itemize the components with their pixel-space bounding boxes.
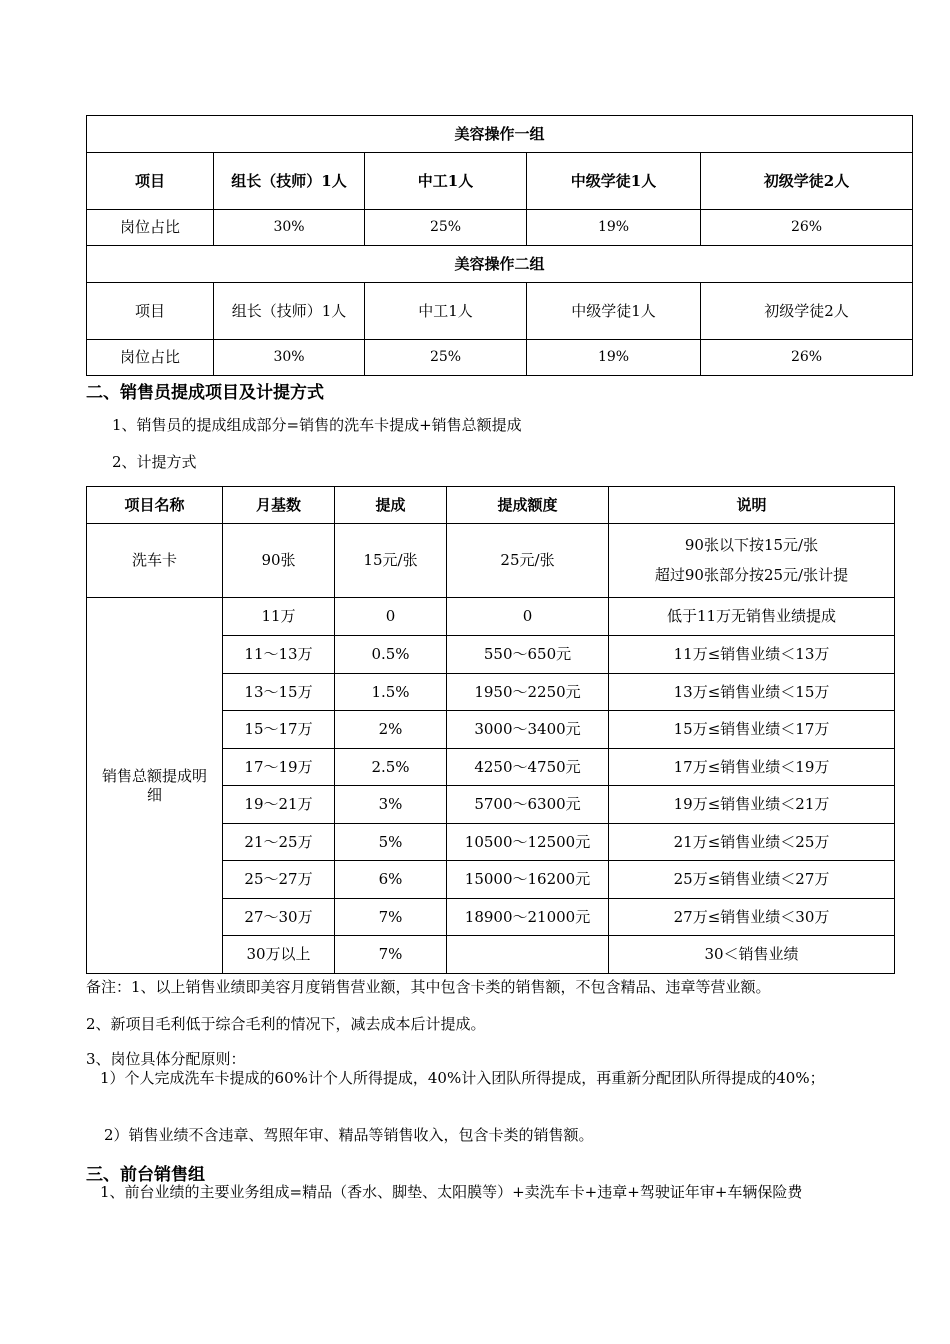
header-commission-amount: 提成额度 xyxy=(447,487,609,524)
tier-rate: 7% xyxy=(335,936,447,974)
tier-amount: 550～650元 xyxy=(447,636,609,674)
group2-header-item: 项目 xyxy=(87,283,214,340)
group2-value: 26% xyxy=(701,340,913,376)
wash-card-note-line2: 超过90张部分按25元/张计提 xyxy=(654,566,849,584)
group1-header-middle: 中工1人 xyxy=(365,153,527,210)
tier-base: 25～27万 xyxy=(223,861,335,899)
note-3-2: 2）销售业绩不含违章、驾照年审、精品等销售收入，包含卡类的销售额。 xyxy=(104,1126,594,1144)
tier-amount: 10500～12500元 xyxy=(447,824,609,861)
header-commission: 提成 xyxy=(335,487,447,524)
tier-base: 21～25万 xyxy=(223,824,335,861)
note-3-1: 1）个人完成洗车卡提成的60%计个人所得提成，40%计入团队所得提成，再重新分配团队所得提成的40%； xyxy=(100,1069,825,1087)
tier-amount xyxy=(447,936,609,974)
group2-header-leader: 组长（技师）1人 xyxy=(214,283,365,340)
tier-note: 25万≤销售业绩＜27万 xyxy=(609,861,895,899)
section3-heading: 三、前台销售组 xyxy=(86,1165,205,1185)
group1-header-junior-apprentice: 初级学徒2人 xyxy=(701,153,913,210)
tier-note: 低于11万无销售业绩提成 xyxy=(609,598,895,636)
wash-card-note-line1: 90张以下按15元/张 xyxy=(684,536,819,554)
tier-rate: 2% xyxy=(335,711,447,749)
group1-title: 美容操作一组 xyxy=(87,116,913,153)
header-monthly-base: 月基数 xyxy=(223,487,335,524)
wash-card-rate: 15元/张 xyxy=(335,524,447,598)
tier-base: 30万以上 xyxy=(223,936,335,974)
group1-header-item: 项目 xyxy=(87,153,214,210)
tier-base: 11万 xyxy=(223,598,335,636)
group1-header-leader: 组长（技师）1人 xyxy=(214,153,365,210)
tier-rate: 0 xyxy=(335,598,447,636)
tier-amount: 1950～2250元 xyxy=(447,674,609,711)
wash-card-note xyxy=(609,524,895,598)
group1-value: 25% xyxy=(365,210,527,246)
tier-note: 30＜销售业绩 xyxy=(609,936,895,974)
tier-rate: 2.5% xyxy=(335,749,447,786)
remark-note: 备注：1、以上销售业绩即美容月度销售营业额，其中包含卡类的销售额，不包含精品、违章等营业额。 xyxy=(86,978,771,996)
tier-amount: 5700～6300元 xyxy=(447,786,609,824)
tier-amount: 0 xyxy=(447,598,609,636)
tier-rate: 7% xyxy=(335,899,447,936)
tier-note: 21万≤销售业绩＜25万 xyxy=(609,824,895,861)
header-description: 说明 xyxy=(609,487,895,524)
tier-note: 11万≤销售业绩＜13万 xyxy=(609,636,895,674)
tier-note: 15万≤销售业绩＜17万 xyxy=(609,711,895,749)
group2-value: 25% xyxy=(365,340,527,376)
tier-amount: 15000～16200元 xyxy=(447,861,609,899)
tier-note: 13万≤销售业绩＜15万 xyxy=(609,674,895,711)
group1-row-label: 岗位占比 xyxy=(87,210,214,246)
table-row xyxy=(87,598,895,636)
wash-card-base: 90张 xyxy=(223,524,335,598)
tier-rate: 1.5% xyxy=(335,674,447,711)
tier-base: 13～15万 xyxy=(223,674,335,711)
tier-base: 17～19万 xyxy=(223,749,335,786)
tier-base: 11～13万 xyxy=(223,636,335,674)
wash-card-name: 洗车卡 xyxy=(87,524,223,598)
section2-item2: 2、计提方式 xyxy=(112,453,197,471)
tier-base: 15～17万 xyxy=(223,711,335,749)
section2-item1: 1、销售员的提成组成部分=销售的洗车卡提成+销售总额提成 xyxy=(112,416,522,434)
tier-rate: 5% xyxy=(335,824,447,861)
group2-title: 美容操作二组 xyxy=(87,246,913,283)
group1-value: 19% xyxy=(527,210,701,246)
tier-note: 27万≤销售业绩＜30万 xyxy=(609,899,895,936)
group2-header-junior-apprentice: 初级学徒2人 xyxy=(701,283,913,340)
header-item-name: 项目名称 xyxy=(87,487,223,524)
group1-value: 26% xyxy=(701,210,913,246)
wash-card-amount: 25元/张 xyxy=(447,524,609,598)
group2-header-middle: 中工1人 xyxy=(365,283,527,340)
tier-base: 19～21万 xyxy=(223,786,335,824)
tier-amount: 18900～21000元 xyxy=(447,899,609,936)
tier-rate: 6% xyxy=(335,861,447,899)
group2-value: 30% xyxy=(214,340,365,376)
note-3: 3、岗位具体分配原则： xyxy=(86,1050,246,1068)
tier-note: 19万≤销售业绩＜21万 xyxy=(609,786,895,824)
total-commission-label: 销售总额提成明细 xyxy=(87,598,223,974)
tier-rate: 3% xyxy=(335,786,447,824)
beauty-groups-table xyxy=(86,115,913,376)
section3-item1: 1、前台业绩的主要业务组成=精品（香水、脚垫、太阳膜等）+卖洗车卡+违章+驾驶证年审+车辆保险费 xyxy=(100,1183,803,1201)
tier-rate: 0.5% xyxy=(335,636,447,674)
tier-amount: 4250～4750元 xyxy=(447,749,609,786)
group2-row-label: 岗位占比 xyxy=(87,340,214,376)
tier-note: 17万≤销售业绩＜19万 xyxy=(609,749,895,786)
group1-header-mid-apprentice: 中级学徒1人 xyxy=(527,153,701,210)
tier-base: 27～30万 xyxy=(223,899,335,936)
note-2: 2、新项目毛利低于综合毛利的情况下，减去成本后计提成。 xyxy=(86,1015,486,1033)
section2-heading: 二、销售员提成项目及计提方式 xyxy=(86,383,324,403)
group2-value: 19% xyxy=(527,340,701,376)
group1-value: 30% xyxy=(214,210,365,246)
sales-commission-table xyxy=(86,486,895,974)
group2-header-mid-apprentice: 中级学徒1人 xyxy=(527,283,701,340)
tier-amount: 3000～3400元 xyxy=(447,711,609,749)
